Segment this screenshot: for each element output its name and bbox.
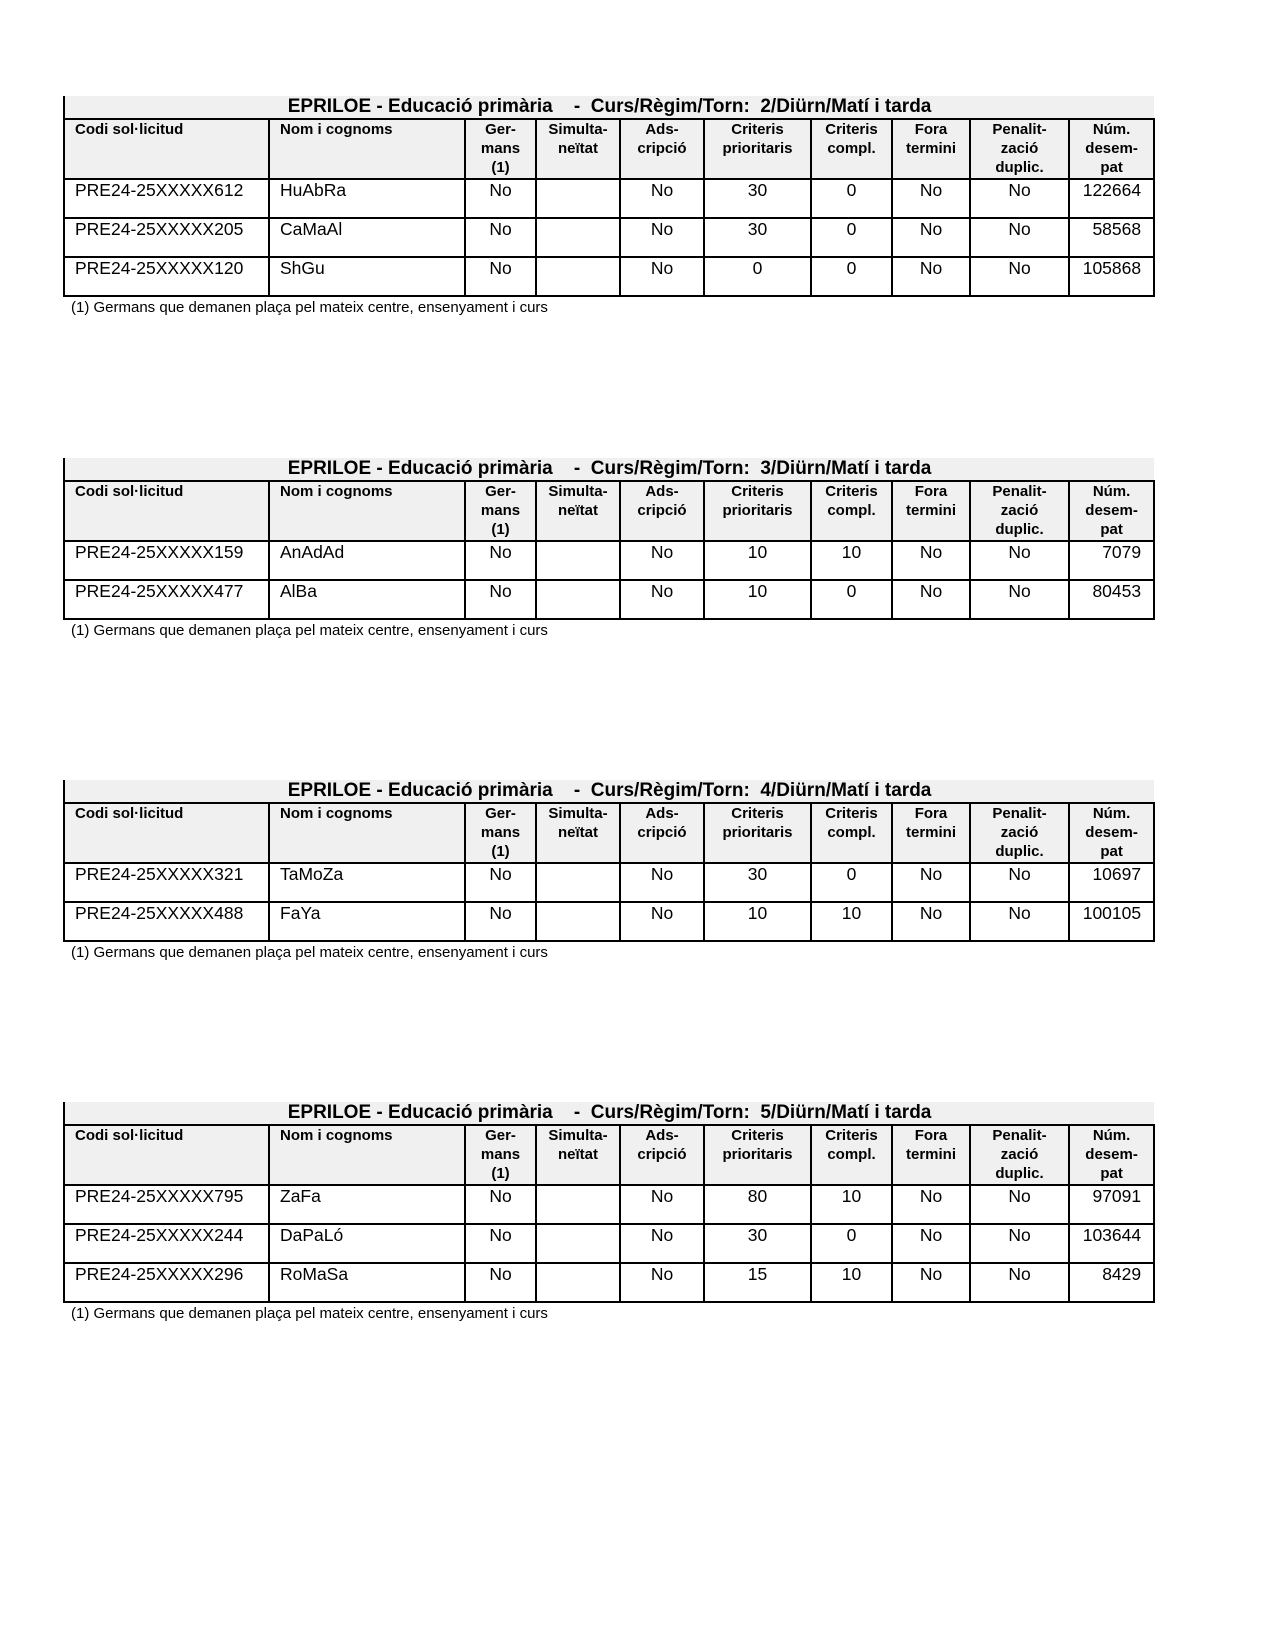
table-cell: RoMaSa xyxy=(269,1263,465,1302)
table-cell: HuAbRa xyxy=(269,179,465,218)
column-header: Simulta- neïtat xyxy=(536,1125,620,1185)
table-row xyxy=(64,1185,1154,1224)
table-cell: 7079 xyxy=(1069,541,1154,580)
column-header: Nom i cognoms xyxy=(269,481,465,541)
table-cell: No xyxy=(970,257,1069,296)
table-cell: No xyxy=(970,218,1069,257)
table-cell: PRE24-25XXXXX321 xyxy=(64,863,269,902)
table-cell: PRE24-25XXXXX612 xyxy=(64,179,269,218)
column-header: Simulta- neïtat xyxy=(536,119,620,179)
table-cell: No xyxy=(970,902,1069,941)
table-cell: 80453 xyxy=(1069,580,1154,619)
table-cell: TaMoZa xyxy=(269,863,465,902)
table-cell: No xyxy=(892,1224,970,1263)
table-cell: 30 xyxy=(704,218,811,257)
table-cell: 30 xyxy=(704,1224,811,1263)
table-cell: No xyxy=(620,541,704,580)
table-title-row xyxy=(64,780,1154,803)
table-cell: 0 xyxy=(811,863,892,902)
column-header: Codi sol·licitud xyxy=(64,803,269,863)
table-cell: 10 xyxy=(811,1185,892,1224)
column-header: Codi sol·licitud xyxy=(64,119,269,179)
table-cell: No xyxy=(970,580,1069,619)
table-row xyxy=(64,1224,1154,1263)
table-cell: PRE24-25XXXXX795 xyxy=(64,1185,269,1224)
column-header: Codi sol·licitud xyxy=(64,1125,269,1185)
table-cell xyxy=(536,580,620,619)
table-cell: 30 xyxy=(704,179,811,218)
column-header: Fora termini xyxy=(892,1125,970,1185)
footnote: (1) Germans que demanen plaça pel mateix centre, ensenyament i curs xyxy=(71,622,548,639)
table-header-row xyxy=(64,119,1154,179)
table-cell xyxy=(536,257,620,296)
table-cell: No xyxy=(620,580,704,619)
column-header: Ads- cripció xyxy=(620,1125,704,1185)
table-cell: 0 xyxy=(811,218,892,257)
column-header: Ger- mans (1) xyxy=(465,119,536,179)
table-header-row xyxy=(64,481,1154,541)
student-table-section xyxy=(63,96,1153,316)
table-cell: 122664 xyxy=(1069,179,1154,218)
table-title-row xyxy=(64,458,1154,481)
table-cell: AlBa xyxy=(269,580,465,619)
table-cell: No xyxy=(620,902,704,941)
column-header: Ads- cripció xyxy=(620,481,704,541)
table-cell: PRE24-25XXXXX296 xyxy=(64,1263,269,1302)
column-header: Nom i cognoms xyxy=(269,803,465,863)
table-cell: No xyxy=(465,1224,536,1263)
table-cell: No xyxy=(620,218,704,257)
column-header: Nom i cognoms xyxy=(269,1125,465,1185)
table-title: EPRILOE - Educació primària - Curs/Règim/Torn: 2/Diürn/Matí i tarda xyxy=(64,96,1154,119)
column-header: Ads- cripció xyxy=(620,119,704,179)
table-row xyxy=(64,541,1154,580)
table-row xyxy=(64,1263,1154,1302)
table-cell: 10 xyxy=(704,902,811,941)
table-cell: No xyxy=(620,1263,704,1302)
table-cell: DaPaLó xyxy=(269,1224,465,1263)
table-cell: 0 xyxy=(811,257,892,296)
column-header: Criteris prioritaris xyxy=(704,119,811,179)
column-header: Penalit- zació duplic. xyxy=(970,803,1069,863)
table-cell: No xyxy=(465,1263,536,1302)
table-cell: No xyxy=(892,541,970,580)
table-row xyxy=(64,863,1154,902)
column-header: Nom i cognoms xyxy=(269,119,465,179)
student-table-section xyxy=(63,780,1153,961)
column-header: Ger- mans (1) xyxy=(465,1125,536,1185)
table-title: EPRILOE - Educació primària - Curs/Règim/Torn: 5/Diürn/Matí i tarda xyxy=(64,1102,1154,1125)
column-header: Codi sol·licitud xyxy=(64,481,269,541)
table-cell: 10697 xyxy=(1069,863,1154,902)
table-cell: PRE24-25XXXXX244 xyxy=(64,1224,269,1263)
column-header: Criteris compl. xyxy=(811,119,892,179)
table-cell: No xyxy=(892,257,970,296)
student-table-section xyxy=(63,1102,1153,1322)
table-cell: ZaFa xyxy=(269,1185,465,1224)
table-cell: 10 xyxy=(811,902,892,941)
column-header: Ger- mans (1) xyxy=(465,481,536,541)
footnote: (1) Germans que demanen plaça pel mateix centre, ensenyament i curs xyxy=(71,1305,548,1322)
footnote: (1) Germans que demanen plaça pel mateix centre, ensenyament i curs xyxy=(71,299,548,316)
table-cell: No xyxy=(970,541,1069,580)
table-cell: PRE24-25XXXXX159 xyxy=(64,541,269,580)
table-cell: No xyxy=(620,1224,704,1263)
student-table xyxy=(63,458,1155,620)
table-cell xyxy=(536,1224,620,1263)
table-cell: 15 xyxy=(704,1263,811,1302)
column-header: Núm. desem- pat xyxy=(1069,119,1154,179)
table-cell: No xyxy=(465,541,536,580)
column-header: Fora termini xyxy=(892,481,970,541)
table-cell: No xyxy=(892,902,970,941)
table-cell: FaYa xyxy=(269,902,465,941)
table-cell: No xyxy=(970,179,1069,218)
column-header: Fora termini xyxy=(892,119,970,179)
table-cell: No xyxy=(465,580,536,619)
table-cell: No xyxy=(620,179,704,218)
table-cell: ShGu xyxy=(269,257,465,296)
column-header: Ads- cripció xyxy=(620,803,704,863)
table-cell: 97091 xyxy=(1069,1185,1154,1224)
table-cell: No xyxy=(892,1185,970,1224)
table-header-row xyxy=(64,803,1154,863)
table-cell: No xyxy=(892,218,970,257)
student-table xyxy=(63,96,1155,297)
footnote: (1) Germans que demanen plaça pel mateix centre, ensenyament i curs xyxy=(71,944,548,961)
table-cell: 0 xyxy=(811,1224,892,1263)
table-cell xyxy=(536,1263,620,1302)
table-cell: No xyxy=(970,1224,1069,1263)
table-cell: CaMaAl xyxy=(269,218,465,257)
table-title-row xyxy=(64,1102,1154,1125)
table-header-row xyxy=(64,1125,1154,1185)
column-header: Criteris prioritaris xyxy=(704,1125,811,1185)
table-cell xyxy=(536,863,620,902)
table-cell xyxy=(536,902,620,941)
table-cell xyxy=(536,179,620,218)
table-cell: No xyxy=(620,863,704,902)
table-cell: No xyxy=(970,1185,1069,1224)
table-cell: 0 xyxy=(811,179,892,218)
column-header: Fora termini xyxy=(892,803,970,863)
table-row xyxy=(64,257,1154,296)
column-header: Núm. desem- pat xyxy=(1069,803,1154,863)
table-cell: PRE24-25XXXXX477 xyxy=(64,580,269,619)
table-cell: PRE24-25XXXXX488 xyxy=(64,902,269,941)
table-title: EPRILOE - Educació primària - Curs/Règim/Torn: 4/Diürn/Matí i tarda xyxy=(64,780,1154,803)
table-cell: No xyxy=(465,902,536,941)
table-cell: No xyxy=(465,218,536,257)
table-row xyxy=(64,179,1154,218)
column-header: Penalit- zació duplic. xyxy=(970,119,1069,179)
column-header: Núm. desem- pat xyxy=(1069,1125,1154,1185)
table-cell: 0 xyxy=(811,580,892,619)
column-header: Criteris prioritaris xyxy=(704,803,811,863)
table-cell xyxy=(536,1185,620,1224)
table-title-row xyxy=(64,96,1154,119)
table-cell: 58568 xyxy=(1069,218,1154,257)
table-cell: 10 xyxy=(811,1263,892,1302)
table-cell: 80 xyxy=(704,1185,811,1224)
table-row xyxy=(64,580,1154,619)
table-cell: 105868 xyxy=(1069,257,1154,296)
table-cell: No xyxy=(892,580,970,619)
table-cell xyxy=(536,541,620,580)
column-header: Criteris compl. xyxy=(811,481,892,541)
table-cell: No xyxy=(970,1263,1069,1302)
table-title: EPRILOE - Educació primària - Curs/Règim/Torn: 3/Diürn/Matí i tarda xyxy=(64,458,1154,481)
table-cell xyxy=(536,218,620,257)
table-cell: 0 xyxy=(704,257,811,296)
column-header: Penalit- zació duplic. xyxy=(970,481,1069,541)
table-cell: No xyxy=(892,179,970,218)
table-cell: No xyxy=(465,257,536,296)
table-cell: 100105 xyxy=(1069,902,1154,941)
table-cell: 103644 xyxy=(1069,1224,1154,1263)
column-header: Ger- mans (1) xyxy=(465,803,536,863)
column-header: Criteris compl. xyxy=(811,803,892,863)
column-header: Criteris prioritaris xyxy=(704,481,811,541)
column-header: Núm. desem- pat xyxy=(1069,481,1154,541)
student-table xyxy=(63,780,1155,942)
table-cell: AnAdAd xyxy=(269,541,465,580)
column-header: Simulta- neïtat xyxy=(536,803,620,863)
table-cell: No xyxy=(892,863,970,902)
table-cell: No xyxy=(620,1185,704,1224)
table-row xyxy=(64,902,1154,941)
table-row xyxy=(64,218,1154,257)
table-cell: 10 xyxy=(704,580,811,619)
table-cell: No xyxy=(465,863,536,902)
table-cell: PRE24-25XXXXX205 xyxy=(64,218,269,257)
column-header: Penalit- zació duplic. xyxy=(970,1125,1069,1185)
table-cell: No xyxy=(465,1185,536,1224)
table-cell: No xyxy=(620,257,704,296)
student-table xyxy=(63,1102,1155,1303)
table-cell: 10 xyxy=(704,541,811,580)
table-cell: 30 xyxy=(704,863,811,902)
table-cell: 8429 xyxy=(1069,1263,1154,1302)
column-header: Simulta- neïtat xyxy=(536,481,620,541)
column-header: Criteris compl. xyxy=(811,1125,892,1185)
table-cell: No xyxy=(970,863,1069,902)
table-cell: PRE24-25XXXXX120 xyxy=(64,257,269,296)
student-table-section xyxy=(63,458,1153,639)
table-cell: No xyxy=(465,179,536,218)
table-cell: 10 xyxy=(811,541,892,580)
table-cell: No xyxy=(892,1263,970,1302)
